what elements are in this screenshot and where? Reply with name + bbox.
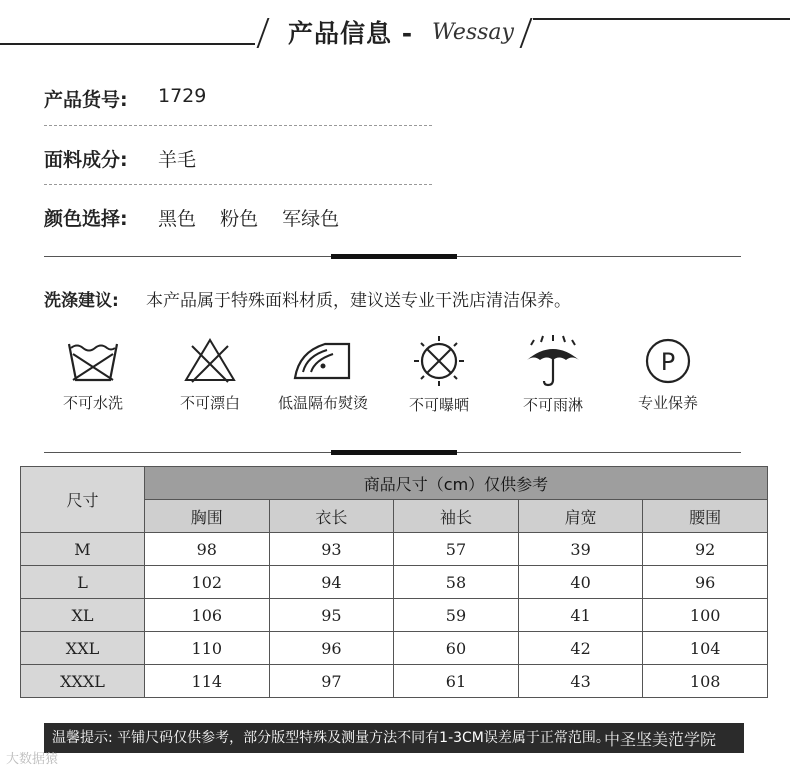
care-label: 不可漂白 [179, 394, 240, 412]
table-cell: 61 [394, 665, 519, 698]
column-header: 胸围 [145, 500, 270, 533]
table-row [21, 533, 768, 566]
table-cell: 93 [269, 533, 394, 566]
size-cell: L [21, 566, 145, 599]
table-cell: 57 [394, 533, 519, 566]
dashed-divider [44, 184, 432, 185]
fabric-label: 面料成分: [44, 149, 128, 171]
care-low-iron [263, 334, 383, 413]
table-cell: 104 [643, 632, 768, 665]
table-row [21, 632, 768, 665]
dashed-divider [44, 125, 432, 126]
header-line-left [0, 43, 255, 45]
column-header: 袖长 [394, 500, 519, 533]
watermark-left: 大数据猿 [6, 752, 59, 767]
table-cell: 60 [394, 632, 519, 665]
umbrella-icon [523, 334, 583, 388]
table-span-header: 商品尺寸（cm）仅供参考 [145, 467, 768, 500]
table-cell: 110 [145, 632, 270, 665]
care-no-sun [379, 334, 499, 415]
no-sun-icon [409, 334, 469, 388]
product-code-label: 产品货号: [44, 89, 128, 111]
care-no-bleach [150, 334, 270, 413]
color-option: 黑色 [158, 208, 197, 230]
table-cell: 42 [518, 632, 643, 665]
table-cell: 114 [145, 665, 270, 698]
size-cell: M [21, 533, 145, 566]
table-cell: 100 [643, 599, 768, 632]
page-title: 产品信息 - [288, 19, 414, 48]
size-cell: XL [21, 599, 145, 632]
product-code-value: 1729 [158, 85, 207, 107]
column-header: 腰围 [643, 500, 768, 533]
color-option: 粉色 [220, 208, 259, 230]
table-cell: 102 [145, 566, 270, 599]
table-cell: 96 [269, 632, 394, 665]
care-no-rain [493, 334, 613, 415]
footer-notice: 温馨提示: 平铺尺码仅供参考，部分版型特殊及测量方法不同有1-3CM误差属于正常范围。 [44, 723, 744, 753]
wash-label: 洗涤建议: [44, 291, 119, 311]
table-cell: 97 [269, 665, 394, 698]
care-label: 不可雨淋 [522, 396, 583, 414]
table-row [21, 599, 768, 632]
column-header: 衣长 [269, 500, 394, 533]
care-label: 低温隔布熨烫 [277, 394, 368, 412]
no-bleach-icon [180, 334, 240, 386]
header-slash-left [257, 18, 270, 48]
header-slash-right [520, 18, 533, 48]
size-table [20, 466, 768, 698]
fabric-value: 羊毛 [158, 149, 197, 171]
table-cell: 41 [518, 599, 643, 632]
size-header: 尺寸 [21, 467, 145, 533]
wash-text: 本产品属于特殊面料材质，建议送专业干洗店清洁保养。 [146, 291, 571, 311]
size-cell: XXL [21, 632, 145, 665]
svg-text:P: P [660, 348, 676, 376]
table-cell: 95 [269, 599, 394, 632]
table-cell: 58 [394, 566, 519, 599]
section-divider-accent [331, 254, 457, 259]
table-cell: 43 [518, 665, 643, 698]
professional-care-icon [638, 334, 698, 386]
table-row [21, 566, 768, 599]
table-cell: 39 [518, 533, 643, 566]
table-cell: 108 [643, 665, 768, 698]
care-label: 专业保养 [637, 394, 698, 412]
table-cell: 96 [643, 566, 768, 599]
table-cell: 98 [145, 533, 270, 566]
care-label: 不可水洗 [62, 394, 123, 412]
table-cell: 59 [394, 599, 519, 632]
care-professional [608, 334, 728, 413]
color-label: 颜色选择: [44, 208, 128, 230]
table-cell: 40 [518, 566, 643, 599]
column-header: 肩宽 [518, 500, 643, 533]
section-divider-accent [331, 450, 457, 455]
low-iron-icon [289, 334, 357, 386]
brand-script-logo: Wessay [432, 20, 514, 45]
header-line-right [533, 18, 790, 20]
table-cell: 94 [269, 566, 394, 599]
watermark-right: 中圣坚美范学院 [604, 730, 717, 749]
size-cell: XXXL [21, 665, 145, 698]
color-option: 军绿色 [282, 208, 340, 230]
care-label: 不可曝晒 [408, 396, 469, 414]
table-cell: 92 [643, 533, 768, 566]
table-row [21, 665, 768, 698]
care-no-wash [33, 334, 153, 413]
color-options [158, 204, 357, 231]
table-cell: 106 [145, 599, 270, 632]
no-wash-icon [63, 334, 123, 386]
